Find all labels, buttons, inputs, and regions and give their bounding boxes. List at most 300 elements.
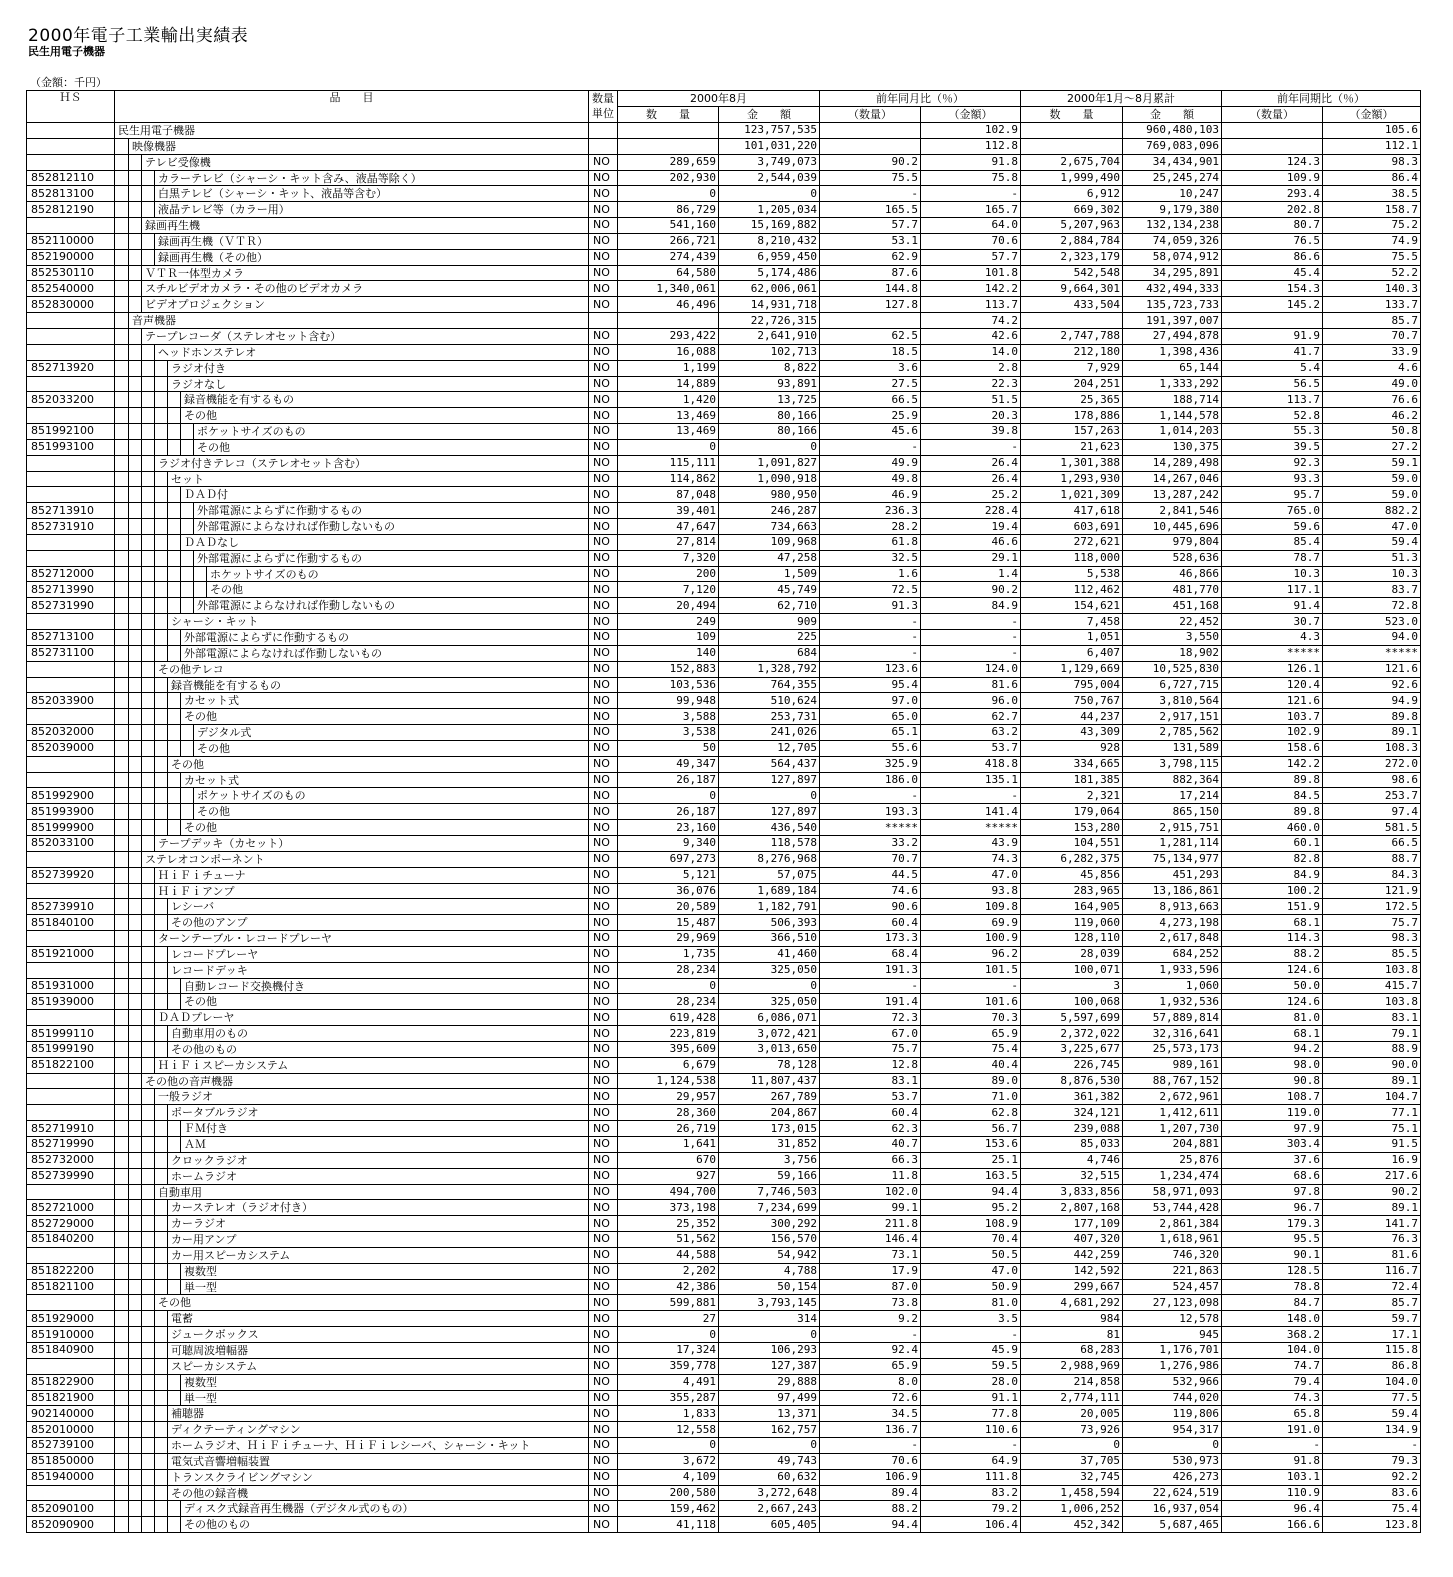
value-qpct: - [820,978,921,994]
item-name: デジタル式 [193,725,588,740]
value-camt: 532,966 [1123,1374,1222,1390]
item-cell [115,1232,589,1248]
value-camt: 88,767,152 [1123,1073,1222,1089]
quantity-unit: NO [589,756,618,772]
value-qty: 1,340,061 [618,281,719,297]
item-cell [115,1057,589,1073]
table-row [27,867,1421,883]
value-cqpct: 39.5 [1222,439,1323,455]
value-apct: - [921,186,1021,202]
table-row [27,218,1421,234]
tree-guide-line [154,773,155,788]
tree-guide-line [128,852,129,867]
value-camt: 451,293 [1123,867,1222,883]
tree-guide-line [141,1026,142,1041]
value-amt: 4,788 [719,1263,820,1279]
value-amt: 118,578 [719,835,820,851]
quantity-unit: NO [589,424,618,440]
item-cell [115,265,589,281]
value-cqty: 1,999,490 [1021,170,1123,186]
table-row [27,408,1421,424]
value-capct: 59.4 [1323,534,1421,550]
value-cqty: 283,965 [1021,883,1123,899]
value-cqpct: 120.4 [1222,677,1323,693]
value-camt: 53,744,428 [1123,1200,1222,1216]
item-cell [115,1311,589,1327]
value-qty: 0 [618,186,719,202]
item-name: 外部電源によらなければ作動しないもの [193,598,588,613]
tree-guide-line [154,630,155,645]
tree-guide-line [167,392,168,407]
tree-guide-line [128,678,129,693]
value-qty: 36,076 [618,883,719,899]
tree-guide-line [128,804,129,819]
value-cqty: 5,207,963 [1021,218,1123,234]
tree-guide-line [167,979,168,994]
tree-guide-line [154,915,155,930]
value-cqpct: ***** [1222,645,1323,661]
header-month-amt: 金 額 [719,107,820,123]
value-qty: 109 [618,630,719,646]
hs-code [27,1010,115,1026]
table-row [27,994,1421,1010]
tree-guide-line [128,1470,129,1485]
value-apct: 25.1 [921,1152,1021,1168]
tree-guide-line [141,519,142,534]
value-cqty: 119,060 [1021,915,1123,931]
value-qpct: 61.8 [820,534,921,550]
value-cqty: 452,342 [1021,1517,1123,1533]
value-capct: 105.6 [1323,123,1421,139]
value-camt: 34,434,901 [1123,154,1222,170]
value-amt: 62,710 [719,598,820,614]
tree-guide-line [167,709,168,724]
table-row [27,471,1421,487]
table-row [27,946,1421,962]
hs-code: 851999900 [27,820,115,836]
value-qpct: 11.8 [820,1168,921,1184]
item-cell [115,503,589,519]
value-cqty: 142,592 [1021,1263,1123,1279]
value-qty: 395,609 [618,1041,719,1057]
value-camt: 4,273,198 [1123,915,1222,931]
value-apct: 59.5 [921,1358,1021,1374]
value-cqpct: 126.1 [1222,661,1323,677]
tree-guide-line [141,392,142,407]
tree-guide-line [128,598,129,613]
table-row [27,1247,1421,1263]
value-qty: 9,340 [618,835,719,851]
tree-guide-line [154,567,155,582]
value-cqty: 324,121 [1021,1105,1123,1121]
value-camt: 3,810,564 [1123,693,1222,709]
value-amt: 246,287 [719,503,820,519]
tree-guide-line [141,1311,142,1326]
value-cqty: 272,621 [1021,534,1123,550]
value-cqpct: 128.5 [1222,1263,1323,1279]
value-capct: 50.8 [1323,424,1421,440]
item-name: その他 [193,440,588,455]
value-amt: 7,746,503 [719,1184,820,1200]
value-cqty: 157,263 [1021,424,1123,440]
tree-guide-line [141,1391,142,1406]
value-cqpct: 45.4 [1222,265,1323,281]
quantity-unit: NO [589,344,618,360]
value-capct: 81.6 [1323,1247,1421,1263]
value-qpct: 144.8 [820,281,921,297]
table-row [27,1121,1421,1137]
hs-code: 852033200 [27,392,115,408]
tree-guide-line [128,567,129,582]
table-row [27,1342,1421,1358]
tree-guide-line [154,725,155,740]
hs-code: 852090900 [27,1517,115,1533]
value-camt: 10,247 [1123,186,1222,202]
item-name: ホームラジオ、ＨｉＦｉチューナ、ＨｉＦｉレシーバ、シャーシ・キット [167,1438,588,1453]
table-row [27,1406,1421,1422]
value-cqpct: 97.9 [1222,1121,1323,1137]
value-capct: 75.5 [1323,249,1421,265]
value-capct: 523.0 [1323,614,1421,630]
value-amt: 1,205,034 [719,202,820,218]
tree-guide-line [154,519,155,534]
value-qpct: 70.7 [820,851,921,867]
item-cell [115,582,589,598]
quantity-unit: NO [589,614,618,630]
item-name: ステレオコンポーネント [141,852,588,867]
value-cqty: 21,623 [1021,439,1123,455]
tree-guide-line [154,1026,155,1041]
value-capct: 115.8 [1323,1342,1421,1358]
tree-guide-line [141,1121,142,1136]
value-qpct: 62.5 [820,328,921,344]
quantity-unit: NO [589,1152,618,1168]
tree-guide-line [128,424,129,439]
value-cqpct: 124.6 [1222,962,1323,978]
value-apct: 93.8 [921,883,1021,899]
value-cqty: 25,365 [1021,392,1123,408]
tree-guide-line [154,1137,155,1152]
value-qpct: 106.9 [820,1469,921,1485]
item-name: 録音機能を有するもの [167,678,588,693]
value-qty: 50 [618,740,719,756]
value-camt: 1,234,474 [1123,1168,1222,1184]
hs-code [27,123,115,139]
quantity-unit: NO [589,1200,618,1216]
value-cqpct: 95.5 [1222,1232,1323,1248]
value-qpct: - [820,614,921,630]
value-amt: 0 [719,1438,820,1454]
value-camt: 989,161 [1123,1057,1222,1073]
value-cqty: 153,280 [1021,820,1123,836]
value-cqty: 81 [1021,1327,1123,1343]
value-amt: 127,387 [719,1358,820,1374]
tree-guide-line [141,1295,142,1310]
quantity-unit: NO [589,360,618,376]
hs-code: 902140000 [27,1406,115,1422]
value-qty: 0 [618,788,719,804]
value-camt: 8,913,663 [1123,899,1222,915]
value-apct: - [921,439,1021,455]
value-qpct: 60.4 [820,1105,921,1121]
value-capct: 72.8 [1323,598,1421,614]
hs-code [27,772,115,788]
value-qpct: 191.3 [820,962,921,978]
value-camt: 426,273 [1123,1469,1222,1485]
item-cell [115,1041,589,1057]
tree-guide-line [154,1438,155,1453]
value-qpct: 87.6 [820,265,921,281]
table-row [27,1041,1421,1057]
hs-code [27,344,115,360]
value-apct: 45.9 [921,1342,1021,1358]
value-amt: 93,891 [719,376,820,392]
table-row [27,1073,1421,1089]
value-cqty: 6,282,375 [1021,851,1123,867]
item-name: カーラジオ [167,1216,588,1231]
item-cell [115,693,589,709]
value-apct: ***** [921,820,1021,836]
value-amt: 3,749,073 [719,154,820,170]
value-qty: 86,729 [618,202,719,218]
table-row [27,1200,1421,1216]
hs-code [27,1089,115,1105]
item-name: トランスクライビングマシン [167,1470,588,1485]
item-name: カセット式 [180,773,588,788]
value-apct: 50.5 [921,1247,1021,1263]
hs-code: 852530110 [27,265,115,281]
quantity-unit: NO [589,154,618,170]
value-cqty: 4,681,292 [1021,1295,1123,1311]
value-apct: 47.0 [921,867,1021,883]
item-name: スチルビデオカメラ・その他のビデオカメラ [141,281,588,296]
value-apct: 56.7 [921,1121,1021,1137]
value-qty: 3,588 [618,709,719,725]
value-amt: 22,726,315 [719,313,820,329]
value-camt: 221,863 [1123,1263,1222,1279]
value-camt: 10,525,830 [1123,661,1222,677]
header-cum-qty: 数 量 [1021,107,1123,123]
value-cqty: 3,833,856 [1021,1184,1123,1200]
value-cqty: 2,372,022 [1021,1026,1123,1042]
value-capct: 882.2 [1323,503,1421,519]
tree-guide-line [128,788,129,803]
tree-guide-line [167,630,168,645]
tree-guide-line [167,773,168,788]
quantity-unit: NO [589,867,618,883]
quantity-unit: NO [589,851,618,867]
hs-code [27,1295,115,1311]
value-cqpct: 84.7 [1222,1295,1323,1311]
value-qpct: 87.0 [820,1279,921,1295]
value-amt: 123,757,535 [719,123,820,139]
value-capct: 16.9 [1323,1152,1421,1168]
value-cqty: 45,856 [1021,867,1123,883]
hs-code [27,328,115,344]
table-row [27,297,1421,313]
value-cqpct: 86.6 [1222,249,1323,265]
item-cell [115,740,589,756]
tree-guide-line [141,1375,142,1390]
value-qty: 26,187 [618,804,719,820]
tree-guide-line [128,1327,129,1342]
value-cqpct: 109.9 [1222,170,1323,186]
quantity-unit: NO [589,1089,618,1105]
tree-guide-line [128,836,129,851]
value-cqpct: 100.2 [1222,883,1323,899]
value-qpct: 99.1 [820,1200,921,1216]
item-name: 電蓄 [167,1311,588,1326]
value-amt: 325,050 [719,994,820,1010]
value-cqpct: 202.8 [1222,202,1323,218]
value-qty: 1,199 [618,360,719,376]
value-amt: 49,743 [719,1453,820,1469]
value-apct: 14.0 [921,344,1021,360]
item-cell [115,1026,589,1042]
value-amt: 31,852 [719,1137,820,1153]
item-name: 録画再生機（ＶＴＲ） [154,234,588,249]
value-camt: 1,933,596 [1123,962,1222,978]
tree-guide-line [154,1280,155,1295]
value-cqty: 1,293,930 [1021,471,1123,487]
value-cqpct: 148.0 [1222,1311,1323,1327]
value-amt: 0 [719,1327,820,1343]
item-cell [115,1168,589,1184]
tree-guide-line [154,1422,155,1437]
item-cell [115,661,589,677]
value-apct: 101.5 [921,962,1021,978]
item-cell [115,725,589,741]
value-cqpct [1222,138,1323,154]
value-capct: 98.6 [1323,772,1421,788]
hs-code: 852739100 [27,1438,115,1454]
value-camt: 65,144 [1123,360,1222,376]
item-name: カー用スピーカシステム [167,1248,588,1263]
value-capct: 581.5 [1323,820,1421,836]
tree-guide-line [154,693,155,708]
value-amt: 253,731 [719,709,820,725]
value-cqpct: 103.7 [1222,709,1323,725]
item-name: ＡＭ [180,1137,588,1152]
value-capct: 79.1 [1323,1026,1421,1042]
value-apct: 25.2 [921,487,1021,503]
hs-code: 852731990 [27,598,115,614]
value-cqpct: 96.7 [1222,1200,1323,1216]
value-qty: 223,819 [618,1026,719,1042]
value-apct: 42.6 [921,328,1021,344]
tree-guide-line [141,1185,142,1200]
value-camt: 1,398,436 [1123,344,1222,360]
table-row [27,1168,1421,1184]
tree-guide-line [128,1010,129,1025]
item-name: その他の音声機器 [141,1074,588,1089]
value-camt: 74,059,326 [1123,233,1222,249]
value-apct: 113.7 [921,297,1021,313]
value-amt: 97,499 [719,1390,820,1406]
value-cqty: 433,504 [1021,297,1123,313]
value-amt: 15,169,882 [719,218,820,234]
item-cell [115,1501,589,1517]
item-cell [115,344,589,360]
value-capct: 141.7 [1323,1216,1421,1232]
hs-code [27,313,115,329]
value-cqty: 442,259 [1021,1247,1123,1263]
quantity-unit: NO [589,582,618,598]
tree-guide-line [154,598,155,613]
value-qpct: 68.4 [820,946,921,962]
value-qpct: 57.7 [820,218,921,234]
value-amt: 909 [719,614,820,630]
tree-guide-line [141,614,142,629]
item-name: テレビ受像機 [141,155,588,170]
tree-guide-line [180,804,181,819]
value-cqpct: 96.4 [1222,1501,1323,1517]
table-row [27,598,1421,614]
item-name: レコードデッキ [167,963,588,978]
tree-guide-line [167,535,168,550]
value-capct: 75.2 [1323,218,1421,234]
value-capct: 83.6 [1323,1485,1421,1501]
item-name: ＨｉＦｉスピーカシステム [154,1058,588,1073]
value-camt: 3,798,115 [1123,756,1222,772]
value-cqty: 179,064 [1021,804,1123,820]
value-qty: 159,462 [618,1501,719,1517]
value-capct: 104.7 [1323,1089,1421,1105]
value-apct: 101.8 [921,265,1021,281]
header-cum-amt: 金 額 [1123,107,1222,123]
value-cqpct: 151.9 [1222,899,1323,915]
item-cell [115,1152,589,1168]
tree-guide-line [167,598,168,613]
tree-guide-line [141,234,142,249]
tree-guide-line [154,1169,155,1184]
tree-guide-line [141,1042,142,1057]
value-capct: 134.9 [1323,1422,1421,1438]
value-amt: 2,667,243 [719,1501,820,1517]
value-camt: 34,295,891 [1123,265,1222,281]
value-apct: 135.1 [921,772,1021,788]
table-row [27,1390,1421,1406]
quantity-unit: NO [589,1041,618,1057]
quantity-unit: NO [589,1057,618,1073]
table-row [27,186,1421,202]
value-amt: 366,510 [719,931,820,947]
value-amt: 6,959,450 [719,249,820,265]
tree-guide-line [141,1153,142,1168]
tree-guide-line [141,1105,142,1120]
item-name: ホケットサイズのもの [206,567,588,582]
value-cqty: 795,004 [1021,677,1123,693]
quantity-unit: NO [589,202,618,218]
value-qpct: 65.9 [820,1358,921,1374]
value-capct: 89.8 [1323,709,1421,725]
item-name: 音声機器 [128,313,588,328]
hs-code [27,471,115,487]
tree-guide-line [167,1375,168,1390]
value-camt: 57,889,814 [1123,1010,1222,1026]
value-amt: 684 [719,645,820,661]
tree-guide-line [154,678,155,693]
value-apct: 81.6 [921,677,1021,693]
value-qpct: 67.0 [820,1026,921,1042]
tree-guide-line [141,1501,142,1516]
value-cqpct: 37.6 [1222,1152,1323,1168]
value-amt: 3,072,421 [719,1026,820,1042]
tree-guide-line [167,1517,168,1532]
value-qty: 115,111 [618,455,719,471]
item-name: ディスク式録音再生機器（デジタル式のもの） [180,1501,588,1516]
value-camt: 5,687,465 [1123,1517,1222,1533]
